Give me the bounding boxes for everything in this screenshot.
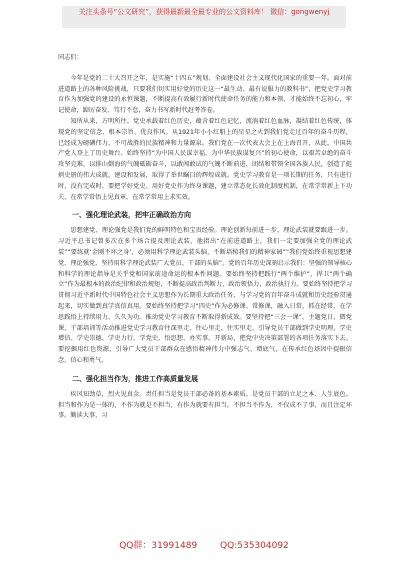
paragraph: 知所从来，方明所往。党史承载着红色历史，蕴含着红色记忆，流淌着红色血脉，凝结着红色传统，体现党的坚定信念、根本宗旨、优良作风。从1921年小小红船上的星星之火到我们党走过百年的奋斗历程，已经成为磅礴伟力、不可战胜的民族精神和力量源泉。我们党在一次代表大会上在上海召开，从此，中国共产党人登上了历史舞台。始终坚持“为中国人民谋幸福，为中华民族谋复兴”的初心使命，以艰苦卓绝的奋斗攻坚克难，以排山倒海的气魄砥砺奋斗，以敢闯敢试的气魄不断前进，团结和带领全国各族人民，创造了彪炳史册的伟大成就。建设和发展，取得了举世瞩目的辉煌成就。党史学习教育是一项长期的任务，只有进行时，没有完成时。要把学好党史、用好党史作为终身课题，建立常态化长效化制度机制，在常学常新上下功夫，在常学常悟上见真章，在常学常用上求实效。 [58, 117, 352, 201]
top-banner [62, 6, 346, 28]
banner-text: 关注头条号“公文研究”，获得最新最全最专业的公文资料库！ 微信：gongwenyj [78, 8, 330, 16]
paragraph: 疾风知劲草，烈火见真金。责任担当是党员干部必备的基本素质。是党员干部的立足之本、人生底色。担当和作为是一体的，不作为就是不担当，有作为就要有担当。不担当不作为，不仅成不了事，而且注定坏事。勤读大事，习 [58, 390, 352, 420]
document-body [58, 53, 352, 422]
footer-contact [0, 538, 408, 551]
qq-number-text: QQ:535304092 [220, 541, 289, 551]
section-heading: 二、强化担当作为，推进工作高质量发展 [72, 374, 198, 383]
salutation: 同志们： [58, 54, 83, 61]
qq-group-text: QQ群：31991489 [119, 541, 198, 551]
section-heading: 一、强化理论武装，把牢正确政治方向 [72, 211, 191, 220]
paragraph: 今年是党的二十大召开之年，是实施“十四五”规划、全面建设社会主义现代化国家的重要一年。面对前进道路上的各种风险挑战，只要我们切实用好党的历史这一“最生动、最有说服力的教科书”，把党史学习教育作为加强党的建设的永恒课题，不断提高有效履行新时代使命任务的能力和本领，才能始终不忘初心，牢记使命，踔厉奋发、笃行不怠，奋力书写新时代赶考答卷。 [58, 74, 352, 115]
paragraph: 思想建党、理论强党是我们党的鲜明特色和宝贵经验。理论创新每前进一步，理论武装就要跟进一步。习近平总书记曾多次在多个场合提及理论武装，他指出“在前进道路上，我们一定要加强全党的理论武装”“要练就‘金刚不坏之身’，必须用科学理论武装头脑，不断培植我们的精神家园”“我们党始终重视思想建党、理论强党，坚持用科学理论武装广大党员、干部的头脑”。党的百年历史深刻启示我们：坚强的领导核心和科学的理论指导是关乎党和国家前途命运的根本性问题。要始终坚持把践行“两个维护”，捍卫“两个确立”作为最根本的政治纪律和政治规矩，不断提高政治判断力、政治领悟力、政治执行力。要始终坚持把学习贯彻习近平新时代中国特色社会主义思想作为长期重大政治任务，与学习党的百年奋斗成就和历史经验贯通起来，切实做到真学真信真用。要始终坚持把学习“四史”作为必修课、常修课，融入日常，抓在经常，在学思践悟上持续用力、久久为功。推动党史学习教育不断取得新成效。要坚持把“三会一课”、主题党日、微党课、干部培训等活动推进党史学习教育往深里走、往心里走、往实里走，引导党员干部做到学史明理、学史增信、学史崇德、学史力行，学党史、悟思想、办实事、开新局，把党中央决策部署的各项任务落实下去。要挖掘用红色资源，引导广大党员干部群众在感悟精神伟力中强志气、增底气，在传承红色基因中提振信念、信心和勇气。 [58, 227, 353, 364]
